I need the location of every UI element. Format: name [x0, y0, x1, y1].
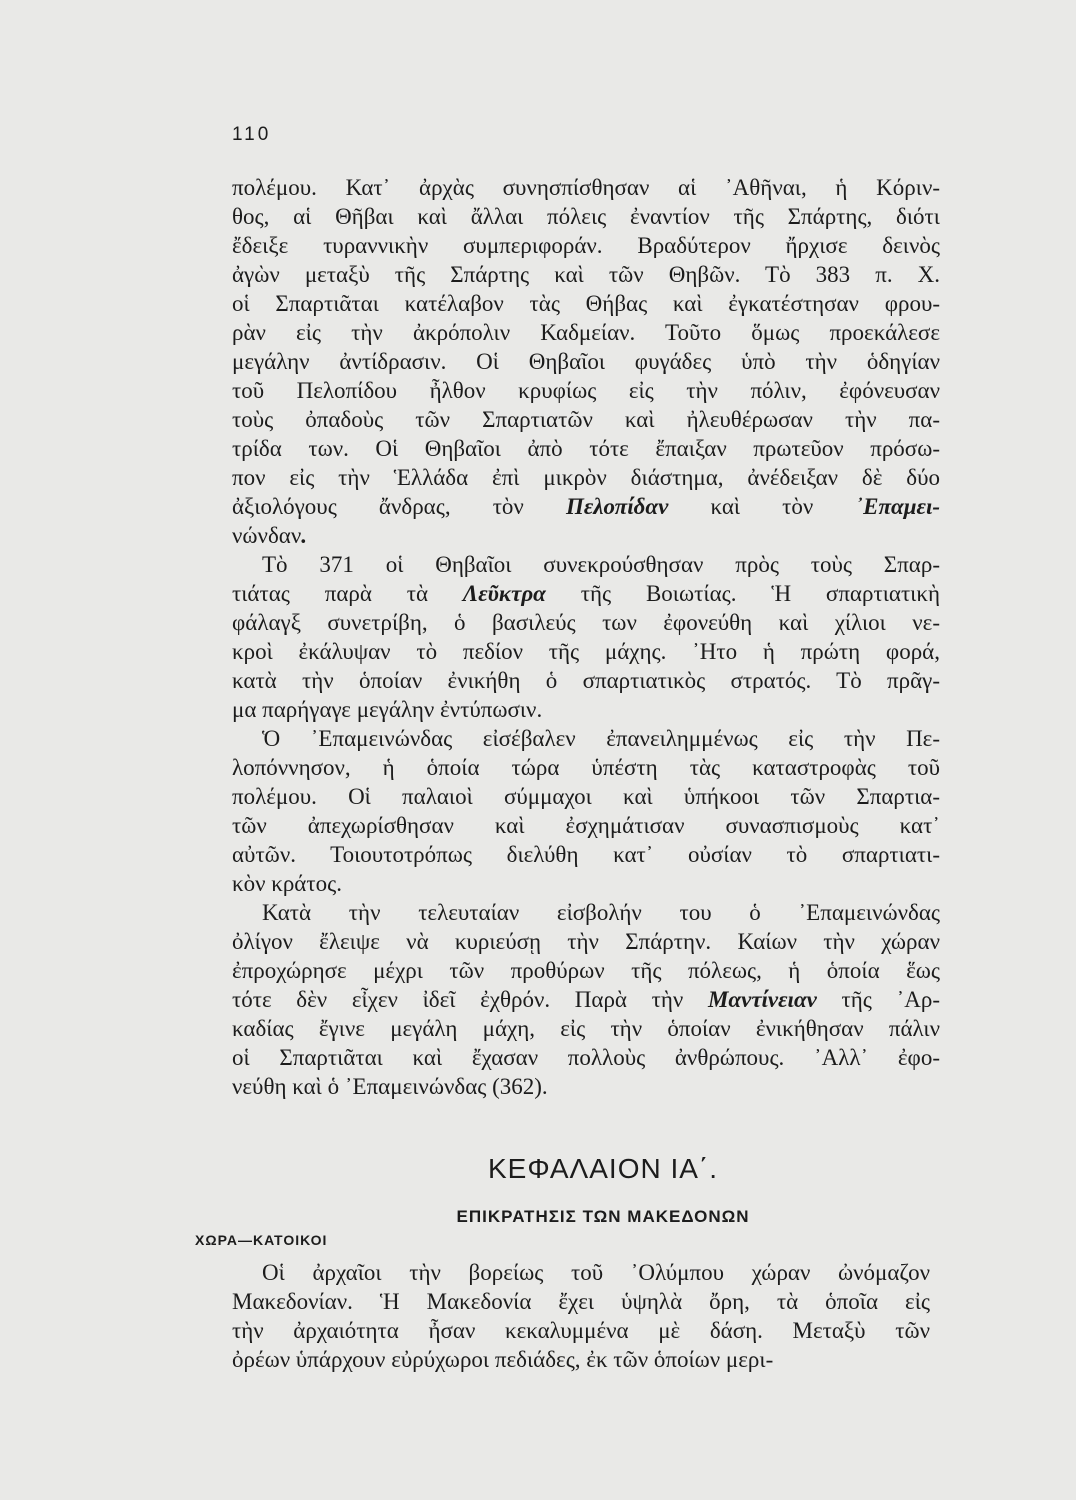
text-segment: οἱ Σπαρτιᾶται κατέλαβον τὰς Θήβας καὶ ἐγκατέστησαν φρου-: [232, 291, 940, 316]
text-line: [232, 231, 940, 260]
text-segment: πολέμου. Κατ᾽ ἀρχὰς συνησπίσθησαν αἱ ᾽Αθῆναι, ἡ Κόριν-: [232, 175, 940, 200]
text-line: [232, 985, 940, 1014]
text-line: [232, 318, 940, 347]
text-line: [232, 1287, 930, 1316]
text-segment: ἀγὼν μεταξὺ τῆς Σπάρτης καὶ τῶν Θηβῶν. Τὸ 383 π. Χ.: [232, 262, 940, 287]
text-segment: ρὰν εἰς τὴν ἀκρόπολιν Καδμείαν. Τοῦτο ὅμως προεκάλεσε: [232, 320, 940, 345]
text-line: [232, 1316, 930, 1345]
text-segment: Οἱ ἀρχαῖοι τὴν βορείως τοῦ ᾽Ολύμπου χώραν ὠνόμαζον: [262, 1260, 930, 1285]
emphasized-name: .: [301, 523, 307, 548]
text-line: [232, 1043, 940, 1072]
text-line: [232, 869, 940, 898]
emphasized-name: ᾽Επαμει-: [855, 494, 940, 519]
text-segment: νώνδαν: [232, 523, 302, 548]
text-segment: λοπόννησον, ἡ ὁποία τώρα ὑπέστη τὰς καταστροφὰς τοῦ: [232, 755, 940, 780]
text-segment: πολέμου. Οἱ παλαιοὶ σύμμαχοι καὶ ὑπήκοοι τῶν Σπαρτια-: [232, 784, 940, 809]
text-segment: Μακεδονίαν. Ἡ Μακεδονία ἔχει ὑψηλὰ ὄρη, τὰ ὁποῖα εἰς: [232, 1289, 930, 1314]
text-segment: τιάτας παρὰ τὰ: [232, 581, 463, 606]
text-line: [232, 927, 940, 956]
text-segment: Κατὰ τὴν τελευταίαν εἰσβολήν του ὁ ᾽Επαμεινώνδας: [262, 900, 940, 925]
text-segment: τρίδα των. Οἱ Θηβαῖοι ἀπὸ τότε ἔπαιξαν πρωτεῦον πρόσω-: [232, 436, 940, 461]
text-line: [232, 695, 940, 724]
text-segment: κὸν κράτος.: [232, 871, 342, 896]
main-text: [232, 173, 940, 1101]
text-segment: μα παρήγαγε μεγάλην ἐντύπωσιν.: [232, 697, 543, 722]
text-line: [232, 637, 940, 666]
text-line: [232, 724, 940, 753]
text-segment: Τὸ 371 οἱ Θηβαῖοι συνεκρούσθησαν πρὸς τοὺς Σπαρ-: [262, 552, 940, 577]
text-segment: ἐπροχώρησε μέχρι τῶν προθύρων τῆς πόλεως, ἡ ὁποία ἕως: [232, 958, 940, 983]
text-line: [232, 1345, 930, 1374]
text-line: [232, 492, 940, 521]
text-segment: μεγάλην ἀντίδρασιν. Οἱ Θηβαῖοι φυγάδες ὑπὸ τὴν ὁδηγίαν: [232, 349, 940, 374]
text-segment: καδίας ἔγινε μεγάλη μάχη, εἰς τὴν ὁποίαν ἐνικήθησαν πάλιν: [232, 1016, 940, 1041]
text-segment: νεύθη καὶ ὁ ᾽Επαμεινώνδας (362).: [232, 1074, 548, 1099]
text-segment: τότε δὲν εἶχεν ἰδεῖ ἐχθρόν. Παρὰ τὴν: [232, 987, 708, 1012]
text-line: [232, 898, 940, 927]
paragraph: [232, 550, 940, 724]
text-segment: αὐτῶν. Τοιουτοτρόπως διελύθη κατ᾽ οὐσίαν τὸ σπαρτιατι-: [232, 842, 940, 867]
chapter-text: [232, 1258, 930, 1374]
text-segment: τῆς ᾽Αρ-: [816, 987, 940, 1012]
text-line: [232, 260, 940, 289]
text-segment: ὀλίγον ἔλειψε νὰ κυριεύσῃ τὴν Σπάρτην. Καίων τὴν χώραν: [232, 929, 940, 954]
paragraph: [232, 1258, 930, 1374]
text-line: [232, 347, 940, 376]
text-segment: τῶν ἀπεχωρίσθησαν καὶ ἐσχημάτισαν συνασπισμοὺς κατ᾽: [232, 813, 940, 838]
text-segment: τοῦ Πελοπίδου ἦλθον κρυφίως εἰς τὴν πόλιν, ἐφόνευσαν: [232, 378, 940, 403]
text-segment: οἱ Σπαρτιᾶται καὶ ἔχασαν πολλοὺς ἀνθρώπους. ᾽Αλλ᾽ ἐφο-: [232, 1045, 940, 1070]
text-line: [232, 608, 940, 637]
text-segment: ὀρέων ὑπάρχουν εὐρύχωροι πεδιάδες, ἐκ τῶν ὁποίων μερι-: [232, 1347, 774, 1372]
text-segment: πον εἰς τὴν Ἑλλάδα ἐπὶ μικρὸν διάστημα, ἀνέδειξαν δὲ δύο: [232, 465, 940, 490]
text-line: [232, 1014, 940, 1043]
paragraph: [232, 173, 940, 550]
emphasized-name: Λεῦκτρα: [462, 581, 546, 606]
text-line: [232, 434, 940, 463]
emphasized-name: Πελοπίδαν: [565, 494, 669, 519]
text-line: [232, 1072, 940, 1101]
paragraph: [232, 898, 940, 1101]
text-line: [232, 202, 940, 231]
emphasized-name: Μαντίνειαν: [707, 987, 817, 1012]
text-line: [232, 579, 940, 608]
text-line: [232, 405, 940, 434]
text-segment: κροὶ ἐκάλυψαν τὸ πεδίον τῆς μάχης. ᾽Ητο ἡ πρώτη φορά,: [232, 639, 940, 664]
text-segment: Ὁ ᾽Επαμεινώνδας εἰσέβαλεν ἐπανειλημμένως εἰς τὴν Πε-: [262, 726, 940, 751]
text-segment: καὶ τὸν: [668, 494, 856, 519]
text-segment: ἔδειξε τυραννικὴν συμπεριφοράν. Βραδύτερον ἤρχισε δεινὸς: [232, 233, 940, 258]
chapter-subtitle: ΕΠΙΚΡΑΤΗΣΙΣ ΤΩΝ ΜΑΚΕΔΟΝΩΝ: [456, 1207, 750, 1226]
text-line: [232, 463, 940, 492]
text-segment: θος, αἱ Θῆβαι καὶ ἄλλαι πόλεις ἐναντίον τῆς Σπάρτης, διότι: [232, 204, 940, 229]
text-line: [232, 173, 940, 202]
page-number: 110: [232, 124, 272, 145]
text-line: [232, 782, 940, 811]
side-heading: ΧΩΡΑ—ΚΑΤΟΙΚΟΙ: [195, 1232, 328, 1248]
text-segment: τὴν ἀρχαιότητα ἦσαν κεκαλυμμένα μὲ δάση. Μεταξὺ τῶν: [232, 1318, 930, 1343]
paragraph: [232, 724, 940, 898]
text-line: [232, 666, 940, 695]
text-line: [232, 289, 940, 318]
text-segment: ἀξιολόγους ἄνδρας, τὸν: [232, 494, 566, 519]
text-segment: φάλαγξ συνετρίβη, ὁ βασιλεύς των ἐφονεύθη καὶ χίλιοι νε-: [232, 610, 940, 635]
text-segment: κατὰ τὴν ὁποίαν ἐνικήθη ὁ σπαρτιατικὸς στρατός. Τὸ πρᾶγ-: [232, 668, 940, 693]
chapter-title: ΚΕΦΑΛΑΙΟΝ ΙΑ΄.: [487, 1153, 719, 1184]
text-segment: τῆς Βοιωτίας. Ἡ σπαρτιατικὴ: [545, 581, 940, 606]
text-line: [232, 1258, 930, 1287]
text-line: [232, 840, 940, 869]
text-line: [232, 521, 940, 550]
text-line: [232, 550, 940, 579]
text-line: [232, 956, 940, 985]
text-segment: τοὺς ὀπαδοὺς τῶν Σπαρτιατῶν καὶ ἠλευθέρωσαν τὴν πα-: [232, 407, 940, 432]
text-line: [232, 376, 940, 405]
text-line: [232, 753, 940, 782]
text-line: [232, 811, 940, 840]
